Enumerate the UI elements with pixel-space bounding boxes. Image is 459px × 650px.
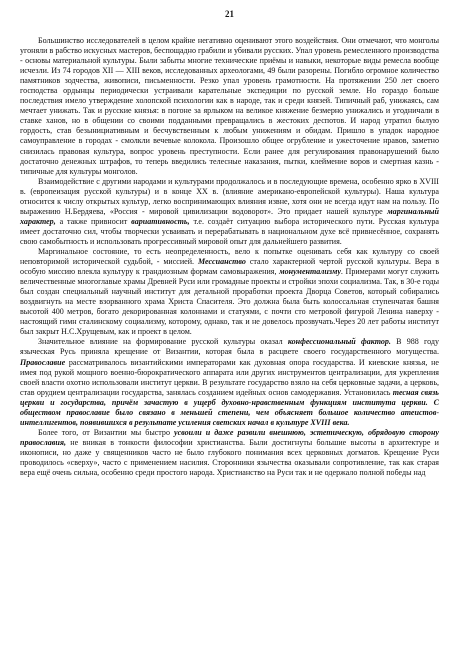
text-run: В 988 году языческая Русь приняла крещение от Византии, которая была в расцвете своего государственного могущества. [20, 337, 440, 357]
text-run: Взаимодействие с другими народами и культурами продолжалось и в последующие времена, особенно ярко в XVIII в. (европеизация русской культуры) и в конце XX в. (влияние американо-европейской культуры). Наша культура относится к числу открытых культур, легко воспринимающих влияния извне, хотя они не всегда идут нам на пользу. По выражению Н.Бердяева, «Россия - мировой цивилизации водоворот». Это придает нашей культуре [20, 176, 439, 216]
emphasized-text: вариативность, [131, 216, 190, 226]
body-text [20, 36, 439, 478]
emphasized-text: маргинальный характер, [20, 206, 439, 226]
text-run: не вникая в тонкости философии христианства. Были достигнуты большие высоты в архитектуре и иконописи, но даже у священников часто не было глубокого понимания всех церковных догматов. Крещение Руси проводилось «сверху», часто с применением насилия. Сторонники язычества оказывали сопротивление, так как старая вера ещё очень сильна, особенно среди простого народа. Христианство на Руси так и не одержало полной победы над [20, 437, 439, 478]
emphasized-text: Мессианство [197, 257, 246, 267]
text-run: Маргинальное состояние, то есть неопределенность, вело к попытке оценивать себя как культуру со своей неповторимой исторической судьбой, - миссией. [20, 246, 439, 267]
text-run: рассматривалось византийскими императорами как духовная опора государства. И киевские князья, не имея под рукой мощного военно-бюрократического аппарата или других инструментов централизации, для укрепления своей власти охотно использовали институт церкви. В результате государство взяло на себя церковные задачи, а церковь, став орудием централизации государства, занялась созданием идейных основ самодержавия. Установилась [20, 357, 439, 397]
text-run: стало характерной чертой русской культуры. Вера в особую миссию влекла культуру к грандиозным формам самовыражения, [20, 257, 439, 277]
emphasized-text: тесная связь церкви и государства, причём зачастую в ущерб духовно-нравственным функциям института церкви. С обществом православие было связано в меньшей степени, чем объясняет большое количество атеистов-интеллигентов, появившихся в результате усиления светских начал в культуре XVIII века. [20, 387, 439, 427]
paragraph [20, 428, 439, 478]
paragraph [20, 177, 439, 247]
page-number: 21 [225, 9, 234, 19]
text-run: т.е. создаёт ситуацию выбора исторического пути. Русская культура имеет достаточно сил, чтобы творчески усваивать и перерабатывать в национальном духе всё привнесённое, сохранять свою самобытность и использовать прогрессивный мировой опыт для дальнейшего развития. [20, 216, 439, 246]
text-run: Более того, от Византии мы быстро [38, 427, 175, 437]
emphasized-text: монументализму [279, 267, 341, 277]
text-run: Большинство исследователей в целом крайне негативно оценивают этого воздействия. Они отмечают, что монголы угоняли в рабство искусных мастеров, беспощадно грабили и убивали русских. Упал уровень ремесленного производства - основы материальной культуры. Были забыты многие технические приёмы и навыки, некоторые виды ремесла вообще исчезли. Из 74 городов XII — XIII веков, исследованных археологами, 49 были разорены. Погибло огромное количество памятников зодчества, живописи, письменности. Резко упал уровень грамотности. На протяжении 250 лет своего господства ордынцы периодически устраивали карательные экспедиции по русской земле. Но гораздо больше последствия имело утверждение холопской психологии как в народе, так и среди князей. Типичный раб, унижаясь, сам мечтает унижать. Так и русские князья: в погоне за ярлыком на великое княжение безмерно унижались и угодничали в ставке ханов, но в общении со своими подданными превращались в жестоких деспотов. И народ утратил былую гордость, став безынициативным и бесчувственным к любым унижениям и обидам. Пришло в упадок народное самоуправление в городах - смолкли вечевые колокола. Произошло общее огрубление и ужесточение нравов, заметно снизилась правовая культура, вопрос уровень преступности. Если ранее для регулирования правонарушений было достаточно денежных штрафов, то теперь введились телесные наказания, пытки, клеймение воров и смертная казнь - типичные для культуры монголов. [20, 36, 439, 176]
emphasized-text: конфессиональный фактор. [287, 337, 391, 347]
emphasized-text: усвоили и даже развили внешнюю, эстетическую, обрядовую сторону православия, [20, 427, 439, 447]
text-run: а также привносит [55, 216, 132, 226]
text-run: . Примерами могут служить величественные многоглавые храмы Древней Руси или громадные проекты и стройки эпохи социализма. Так, в 30-е годы был создан специальный научный институт для детальной проработки проекта Дворца Советов, который собирались воздвигнуть на месте взорванного храма Христа Спасителя. Это должна была быть колоссальная ступенчатая башня высотой 400 метров, богато декорированная колоннами и статуями, с почти сто метровой фигурой Ленина наверху - настоящий гимн сталинскому социализму, которому, однако, так и не довелось прозвучать.Через 20 лет работы институт был закрыт Н.С.Хрущевым, как и проект в целом. [20, 267, 439, 337]
paragraph [20, 337, 439, 427]
emphasized-text: Православие [20, 357, 66, 367]
paragraph [20, 36, 439, 177]
paragraph [20, 247, 439, 337]
text-run: Значительное влияние на формирование русской культуры оказал [38, 337, 288, 347]
